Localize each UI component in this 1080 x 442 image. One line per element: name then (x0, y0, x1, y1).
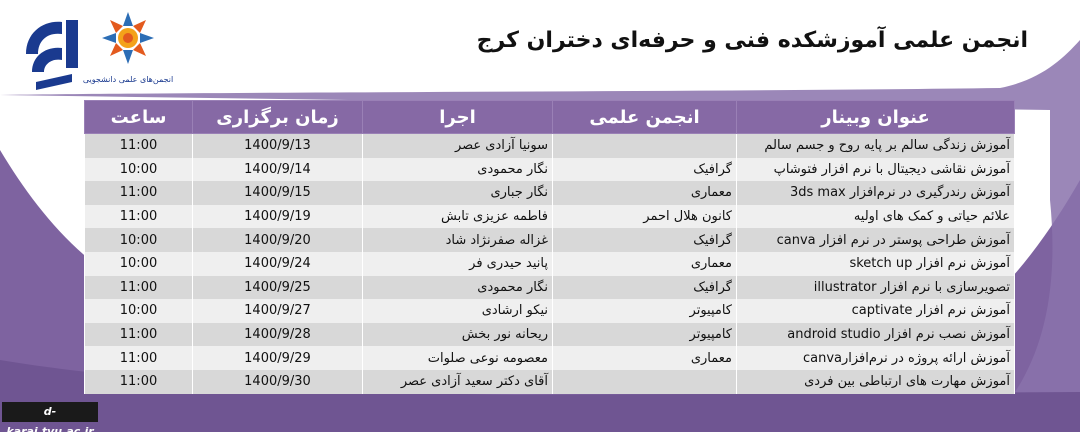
table-row (85, 181, 1015, 205)
column-header-date: زمان برگزاری (193, 101, 363, 134)
cell-association: گرافیک (553, 228, 737, 252)
cell-title: آموزش نرم افزار sketch up (737, 252, 1015, 276)
cell-association (553, 370, 737, 394)
cell-performer: غزاله صفرنژاد شاد (363, 228, 553, 252)
cell-performer: نگار محمودی (363, 276, 553, 300)
table-row (85, 276, 1015, 300)
table-row (85, 370, 1015, 394)
cell-time: 11:00 (85, 370, 193, 394)
column-header-time: ساعت (85, 101, 193, 134)
cell-title: آموزش نرم افزار captivate (737, 299, 1015, 323)
cell-title: آموزش طراحی پوستر در نرم افزار canva (737, 228, 1015, 252)
cell-time: 11:00 (85, 181, 193, 205)
cell-date: 1400/9/25 (193, 276, 363, 300)
table-row (85, 323, 1015, 347)
cell-association: کانون هلال احمر (553, 205, 737, 229)
cell-performer: نگار محمودی (363, 158, 553, 182)
cell-date: 1400/9/29 (193, 346, 363, 370)
cell-time: 10:00 (85, 252, 193, 276)
cell-performer: نیکو ارشادی (363, 299, 553, 323)
svg-text:انجمن‌های علمی دانشجویی: انجمن‌های علمی دانشجویی (82, 75, 174, 84)
table-row (85, 134, 1015, 158)
column-header-title: عنوان وبینار (737, 101, 1015, 134)
header (0, 0, 1080, 100)
cell-title: آموزش زندگی سالم بر پایه روح و جسم سالم (737, 134, 1015, 158)
tvu-logo-icon (22, 12, 84, 94)
cell-performer: فاطمه عزیزی تابش (363, 205, 553, 229)
cell-time: 10:00 (85, 228, 193, 252)
cell-title: آموزش نقاشی دیجیتال با نرم افزار فتوشاپ (737, 158, 1015, 182)
cell-date: 1400/9/24 (193, 252, 363, 276)
student-associations-logo-icon (82, 8, 174, 96)
cell-date: 1400/9/30 (193, 370, 363, 394)
cell-time: 11:00 (85, 323, 193, 347)
cell-title: آموزش رندرگیری در نرم‌افزار 3ds max (737, 181, 1015, 205)
cell-date: 1400/9/19 (193, 205, 363, 229)
cell-title: تصویرسازی با نرم افزار illustrator (737, 276, 1015, 300)
webinar-schedule-table (84, 100, 1014, 394)
cell-time: 11:00 (85, 346, 193, 370)
cell-date: 1400/9/15 (193, 181, 363, 205)
cell-date: 1400/9/27 (193, 299, 363, 323)
website-url-label: d-karaj.tvu.ac.ir (2, 402, 98, 422)
cell-title: علائم حیاتی و کمک های اولیه (737, 205, 1015, 229)
cell-association: معماری (553, 181, 737, 205)
cell-title: آموزش ارائه پروژه در نرم‌افزارcanva (737, 346, 1015, 370)
table-row (85, 158, 1015, 182)
cell-time: 11:00 (85, 205, 193, 229)
column-header-performer: اجرا (363, 101, 553, 134)
table-row (85, 252, 1015, 276)
table-row (85, 299, 1015, 323)
cell-performer: سونیا آزادی عصر (363, 134, 553, 158)
table-row (85, 205, 1015, 229)
cell-association: گرافیک (553, 276, 737, 300)
table-row (85, 346, 1015, 370)
cell-association: کامپیوتر (553, 323, 737, 347)
cell-performer: پانید حیدری فر (363, 252, 553, 276)
cell-date: 1400/9/20 (193, 228, 363, 252)
column-header-association: انجمن علمی (553, 101, 737, 134)
cell-date: 1400/9/28 (193, 323, 363, 347)
cell-date: 1400/9/14 (193, 158, 363, 182)
cell-performer: نگار جباری (363, 181, 553, 205)
cell-time: 10:00 (85, 299, 193, 323)
cell-association (553, 134, 737, 158)
cell-performer: ریحانه نور بخش (363, 323, 553, 347)
cell-association: معماری (553, 346, 737, 370)
cell-performer: معصومه نوعی صلوات (363, 346, 553, 370)
cell-time: 11:00 (85, 276, 193, 300)
cell-title: آموزش نصب نرم افزار android studio (737, 323, 1015, 347)
cell-association: معماری (553, 252, 737, 276)
cell-time: 11:00 (85, 134, 193, 158)
cell-date: 1400/9/13 (193, 134, 363, 158)
cell-title: آموزش مهارت های ارتباطی بین فردی (737, 370, 1015, 394)
cell-association: کامپیوتر (553, 299, 737, 323)
table-row (85, 228, 1015, 252)
page-title: انجمن علمی آموزشکده فنی و حرفه‌ای دختران کرج (476, 28, 1028, 53)
table-header-row (85, 101, 1015, 134)
cell-association: گرافیک (553, 158, 737, 182)
cell-time: 10:00 (85, 158, 193, 182)
cell-performer: آقای دکتر سعید آزادی عصر (363, 370, 553, 394)
